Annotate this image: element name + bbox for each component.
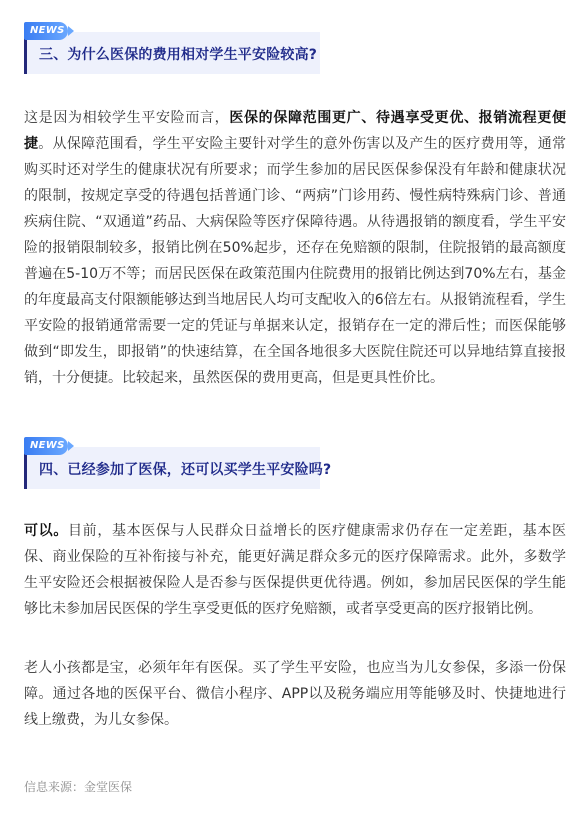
section-title-bar	[24, 32, 320, 74]
paragraph-body: 目前，基本医保与人民群众日益增长的医疗健康需求仍存在一定差距，基本医保、商业保险的互补衔接与补充，能更好满足群众多元的医疗保障需求。此外，多数学生平安险还会根据被保险人是否参与医保提供更优待遇。例如，参加居民医保的学生能够比未参加居民医保的学生享受更低的医疗免赔额，或者享受更高的医疗报销比例。	[24, 523, 566, 617]
closing-paragraph: 老人小孩都是宝，必须年年有医保。买了学生平安险，也应当为儿女参保，多添一份保障。通过各地的医保平台、微信小程序、APP以及税务端应用等能够及时、快捷地进行线上缴费，为儿女参保。	[24, 660, 566, 728]
news-badge-icon: NEWS	[24, 437, 68, 455]
paragraph-lead: 这是因为相较学生平安险而言，	[24, 110, 230, 126]
section-title: 三、为什么医保的费用相对学生平安险较高?	[39, 47, 318, 63]
paragraph-body: 。从保障范围看，学生平安险主要针对学生的意外伤害以及产生的医疗费用等，通常购买时还对学生的健康状况有所要求；而学生参加的居民医保参保没有年龄和健康状况的限制，按规定享受的待遇包括普通门诊、“两病”门诊用药、慢性病特殊病门诊、普通疾病住院、“双通道”药品、大病保险等医疗保障待遇。从待遇报销的额度看，学生平安险的报销限制较多，报销比例在50%起步，还存在免赔额的限制，住院报销的最高额度普遍在5-10万不等；而居民医保在政策范围内住院费用的报销比例达到70%左右，基金的年度最高支付限额能够达到当地居民人均可支配收入的6倍左右。从报销流程看，学生平安险的报销通常需要一定的凭证与单据来认定，报销存在一定的滞后性；而医保能够做到“即发生，即报销”的快速结算，在全国各地很多大医院住院还可以异地结算直接报销，十分便捷。比较起来，虽然医保的费用更高，但是更具性价比。	[24, 136, 567, 386]
paragraph-emphasis: 可以。	[24, 523, 68, 539]
section-3-paragraph	[24, 105, 566, 391]
news-badge-icon: NEWS	[24, 22, 68, 40]
section-title-bar	[24, 447, 332, 489]
paragraph-emphasis: 医保的保障范围更广、待遇享受更优、报销流程更便捷	[24, 110, 567, 152]
source-note: 信息来源：金堂医保	[24, 780, 133, 794]
section-title: 四、已经参加了医保，还可以买学生平安险吗?	[39, 462, 332, 478]
section-4-paragraph	[24, 518, 566, 622]
section-header-4	[24, 437, 332, 489]
section-header-3	[24, 22, 320, 74]
